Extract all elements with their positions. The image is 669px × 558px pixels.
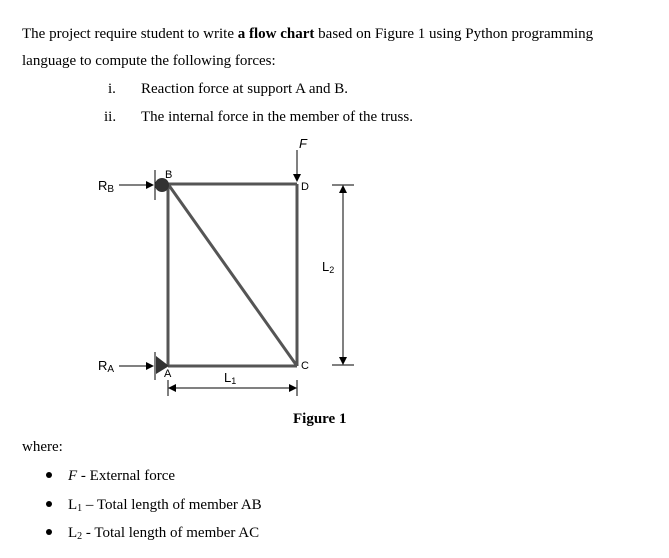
bullet-1: [46, 472, 52, 478]
definition-l1-subscript: 1: [77, 503, 83, 514]
figure-caption: Figure 1: [293, 411, 347, 427]
task-text-2: The internal force in the member of the truss.: [141, 109, 413, 125]
force-label: F: [299, 136, 307, 151]
truss-members: [168, 184, 297, 366]
definition-force: [68, 467, 175, 485]
definition-l2: [68, 524, 259, 542]
definition-force-text: - External force: [77, 468, 176, 484]
intro-line-2: language to compute the following forces:: [22, 53, 276, 69]
member-bc: [168, 184, 297, 366]
definition-l2-text: - Total length of member AC: [82, 525, 260, 541]
intro-text-end: based on Figure 1 using Python programming: [314, 26, 594, 42]
node-d-label: D: [301, 181, 309, 193]
definition-force-symbol: F: [68, 468, 78, 484]
definition-l1-symbol: L: [68, 497, 78, 513]
node-b-label: B: [165, 169, 173, 181]
reaction-b-label: RB: [98, 178, 115, 195]
definition-l1: [68, 496, 262, 514]
where-label: where:: [22, 439, 63, 455]
task-text-1: Reaction force at support A and B.: [141, 81, 349, 97]
node-a-label: A: [164, 368, 172, 380]
task-numeral-1: i.: [108, 81, 116, 97]
task-numeral-2: ii.: [104, 109, 117, 125]
node-c-label: C: [301, 360, 309, 372]
reaction-a-label: RA: [98, 358, 115, 375]
bullet-2: [46, 501, 52, 507]
definition-l1-text: – Total length of member AB: [82, 497, 262, 513]
dimension-l2-label: L2: [322, 259, 335, 275]
intro-bold-text: a flow chart: [237, 26, 315, 42]
dimension-l1-label: L1: [224, 370, 237, 386]
bullet-3: [46, 529, 52, 535]
definition-l2-subscript: 2: [77, 531, 83, 542]
definition-l2-symbol: L: [68, 525, 78, 541]
intro-text-start: The project require student to write: [22, 26, 238, 42]
